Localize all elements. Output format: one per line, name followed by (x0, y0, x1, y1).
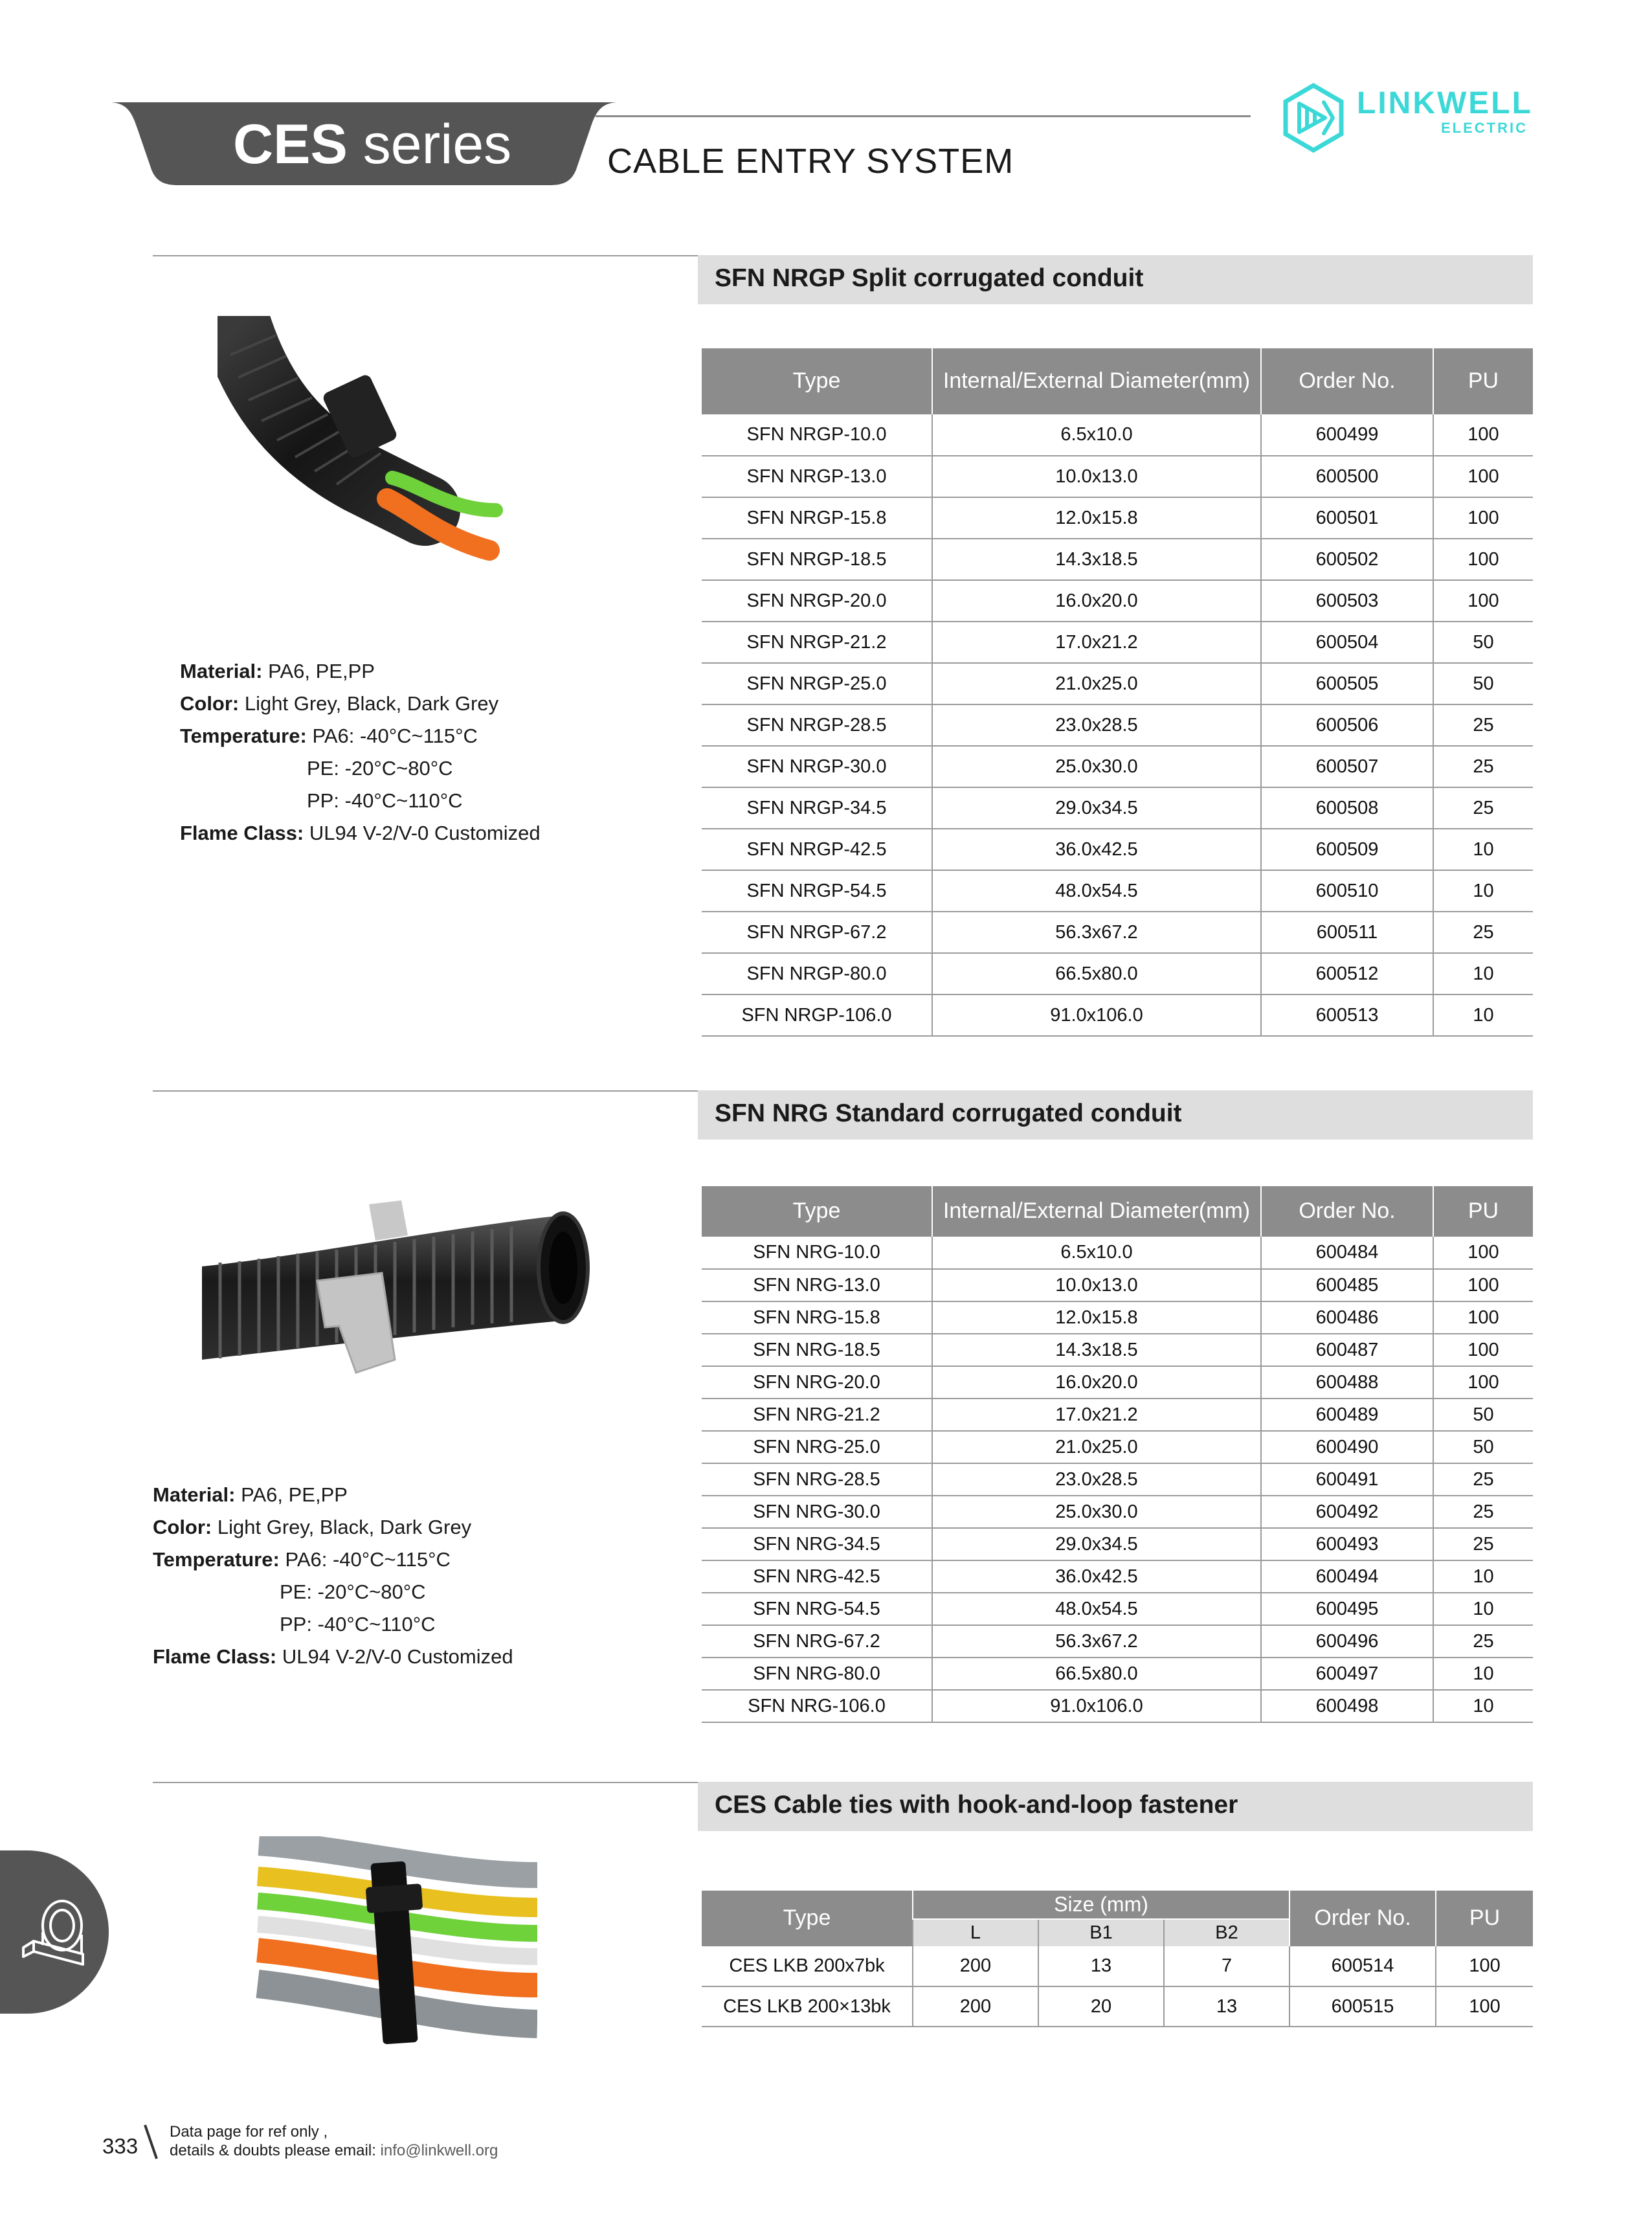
table-cell: 10.0x13.0 (932, 456, 1261, 497)
table-row (702, 414, 1533, 456)
table-row (702, 953, 1533, 995)
standard-conduit-table (702, 1186, 1533, 1723)
table-cell: 100 (1433, 539, 1533, 580)
standard-conduit-photo (194, 1190, 596, 1384)
table-row (702, 704, 1533, 746)
table-row (702, 1658, 1533, 1690)
table-cell: 600493 (1261, 1528, 1433, 1560)
table-cell: 100 (1433, 1334, 1533, 1366)
table-row (702, 497, 1533, 539)
table-row (702, 1399, 1533, 1431)
table-row (702, 663, 1533, 704)
brand-name: LINKWELL (1357, 86, 1533, 120)
col-order-no: Order No. (1261, 348, 1433, 414)
table-cell: 25 (1433, 1463, 1533, 1496)
section-rule (153, 1090, 698, 1092)
table-cell: 600513 (1261, 995, 1433, 1036)
table-cell: SFN NRGP-21.2 (702, 622, 932, 663)
table-cell: SFN NRGP-10.0 (702, 414, 932, 456)
table-cell: 50 (1433, 622, 1533, 663)
split-conduit-table (702, 348, 1533, 1037)
table-cell: 100 (1436, 1986, 1533, 2027)
table-row (702, 787, 1533, 829)
table-cell: 17.0x21.2 (932, 1399, 1261, 1431)
table-cell: 20 (1038, 1986, 1164, 2027)
section-title: SFN NRG Standard corrugated conduit (715, 1099, 1182, 1127)
section-title: SFN NRGP Split corrugated conduit (715, 264, 1144, 292)
table-cell: CES LKB 200x7bk (702, 1946, 913, 1986)
table-row (702, 1496, 1533, 1528)
table-cell: 16.0x20.0 (932, 1366, 1261, 1399)
table-row (702, 912, 1533, 953)
table-cell: 21.0x25.0 (932, 663, 1261, 704)
col-diameter: Internal/External Diameter(mm) (932, 1186, 1261, 1237)
table-row (702, 456, 1533, 497)
table-cell: SFN NRG-30.0 (702, 1496, 932, 1528)
table-cell: 25 (1433, 912, 1533, 953)
table-cell: 36.0x42.5 (932, 1560, 1261, 1593)
col-pu: PU (1436, 1891, 1533, 1946)
table-cell: 600508 (1261, 787, 1433, 829)
table-cell: 14.3x18.5 (932, 1334, 1261, 1366)
table-cell: 91.0x106.0 (932, 1690, 1261, 1722)
table-cell: SFN NRG-18.5 (702, 1334, 932, 1366)
table-cell: 25.0x30.0 (932, 746, 1261, 787)
table-cell: 91.0x106.0 (932, 995, 1261, 1036)
table-cell: SFN NRGP-20.0 (702, 580, 932, 622)
table-cell: 600511 (1261, 912, 1433, 953)
col-diameter: Internal/External Diameter(mm) (932, 348, 1261, 414)
table-cell: SFN NRG-28.5 (702, 1463, 932, 1496)
col-size-l: L (913, 1919, 1038, 1946)
table-row (702, 1237, 1533, 1269)
table-cell: 10 (1433, 1658, 1533, 1690)
table-cell: 600488 (1261, 1366, 1433, 1399)
material-specs: Material: PA6, PE,PP Color: Light Grey, Black, Dark Grey Temperature: PA6: -40°C~115°C PE: -20°C~80°C PP: -40°C~110°C Flame Class: UL94 V-2/V-0 Customized (153, 1483, 513, 1668)
table-cell: 10 (1433, 870, 1533, 912)
table-cell: SFN NRG-42.5 (702, 1560, 932, 1593)
col-type: Type (702, 1186, 932, 1237)
table-cell: 66.5x80.0 (932, 1658, 1261, 1690)
table-cell: 600491 (1261, 1463, 1433, 1496)
page-subtitle: CABLE ENTRY SYSTEM (607, 142, 1014, 181)
col-pu: PU (1433, 1186, 1533, 1237)
table-cell: 50 (1433, 663, 1533, 704)
col-size-b1: B1 (1038, 1919, 1164, 1946)
table-cell: 14.3x18.5 (932, 539, 1261, 580)
table-cell: 10 (1433, 953, 1533, 995)
table-cell: 200 (913, 1946, 1038, 1986)
table-cell: 100 (1433, 1301, 1533, 1334)
section-title: CES Cable ties with hook-and-loop fastener (715, 1791, 1238, 1819)
table-cell: 66.5x80.0 (932, 953, 1261, 995)
col-order-no: Order No. (1261, 1186, 1433, 1237)
table-cell: CES LKB 200×13bk (702, 1986, 913, 2027)
table-cell: SFN NRG-67.2 (702, 1625, 932, 1658)
col-size: Size (mm) (913, 1891, 1289, 1919)
table-cell: 600502 (1261, 539, 1433, 580)
table-cell: 23.0x28.5 (932, 1463, 1261, 1496)
table-cell: 100 (1433, 1237, 1533, 1269)
table-row (702, 1334, 1533, 1366)
table-cell: 48.0x54.5 (932, 1593, 1261, 1625)
table-cell: 29.0x34.5 (932, 787, 1261, 829)
section-title-bar (698, 1782, 1533, 1831)
table-cell: 7 (1164, 1946, 1289, 1986)
table-cell: SFN NRGP-18.5 (702, 539, 932, 580)
table-cell: 600484 (1261, 1237, 1433, 1269)
table-row (702, 870, 1533, 912)
material-specs: Material: PA6, PE,PP Color: Light Grey, Black, Dark Grey Temperature: PA6: -40°C~115°C PE: -20°C~80°C PP: -40°C~110°C Flame Class: UL94 V-2/V-0 Customized (180, 660, 541, 844)
header-rule (596, 115, 1251, 117)
table-cell: 600512 (1261, 953, 1433, 995)
table-cell: SFN NRG-21.2 (702, 1399, 932, 1431)
table-row (702, 1431, 1533, 1463)
table-cell: 100 (1436, 1946, 1533, 1986)
table-cell: 600503 (1261, 580, 1433, 622)
table-cell: 10 (1433, 1690, 1533, 1722)
table-cell: 600486 (1261, 1301, 1433, 1334)
table-cell: 600498 (1261, 1690, 1433, 1722)
table-row (702, 829, 1533, 870)
section-rule (153, 1782, 698, 1783)
section-title-bar (698, 255, 1533, 304)
table-row (702, 1625, 1533, 1658)
table-cell: 6.5x10.0 (932, 414, 1261, 456)
table-cell: 21.0x25.0 (932, 1431, 1261, 1463)
table-row (702, 1593, 1533, 1625)
table-row (702, 622, 1533, 663)
table-cell: SFN NRG-54.5 (702, 1593, 932, 1625)
table-cell: SFN NRG-20.0 (702, 1366, 932, 1399)
table-row (702, 539, 1533, 580)
table-cell: 25 (1433, 1528, 1533, 1560)
table-cell: 600490 (1261, 1431, 1433, 1463)
table-cell: SFN NRG-10.0 (702, 1237, 932, 1269)
table-cell: SFN NRGP-106.0 (702, 995, 932, 1036)
table-cell: 10 (1433, 1560, 1533, 1593)
table-cell: 600495 (1261, 1593, 1433, 1625)
table-cell: SFN NRG-80.0 (702, 1658, 932, 1690)
table-cell: 48.0x54.5 (932, 870, 1261, 912)
table-cell: 56.3x67.2 (932, 1625, 1261, 1658)
table-row (702, 1269, 1533, 1301)
col-order-no: Order No. (1289, 1891, 1436, 1946)
table-cell: 600505 (1261, 663, 1433, 704)
table-cell: 200 (913, 1986, 1038, 2027)
footer-email-link[interactable]: info@linkwell.org (380, 2142, 498, 2159)
table-cell: 13 (1164, 1986, 1289, 2027)
section-title-bar (698, 1090, 1533, 1140)
table-cell: 36.0x42.5 (932, 829, 1261, 870)
footer-note: Data page for ref only , details & doubts please email: info@linkwell.org (170, 2123, 498, 2159)
table-cell: 600504 (1261, 622, 1433, 663)
brand-logo-icon (1278, 83, 1348, 153)
table-row (702, 1560, 1533, 1593)
page-number: 333 (102, 2134, 139, 2158)
table-cell: 600485 (1261, 1269, 1433, 1301)
table-cell: 29.0x34.5 (932, 1528, 1261, 1560)
table-cell: SFN NRGP-67.2 (702, 912, 932, 953)
table-cell: 600507 (1261, 746, 1433, 787)
table-cell: 25 (1433, 787, 1533, 829)
table-cell: 100 (1433, 1269, 1533, 1301)
table-cell: 600487 (1261, 1334, 1433, 1366)
table-cell: 100 (1433, 414, 1533, 456)
col-size-b2: B2 (1164, 1919, 1289, 1946)
table-cell: 10 (1433, 995, 1533, 1036)
split-conduit-photo (218, 316, 574, 562)
table-cell: 600492 (1261, 1496, 1433, 1528)
table-cell: SFN NRGP-25.0 (702, 663, 932, 704)
table-cell: 23.0x28.5 (932, 704, 1261, 746)
table-cell: SFN NRG-13.0 (702, 1269, 932, 1301)
series-title: CES series (233, 113, 512, 175)
table-cell: 10 (1433, 829, 1533, 870)
table-cell: 25.0x30.0 (932, 1496, 1261, 1528)
table-cell: 100 (1433, 580, 1533, 622)
table-cell: 600501 (1261, 497, 1433, 539)
table-cell: 100 (1433, 1366, 1533, 1399)
section-rule (153, 255, 698, 256)
side-category-tab (0, 1850, 109, 2014)
col-pu: PU (1433, 348, 1533, 414)
table-cell: SFN NRGP-15.8 (702, 497, 932, 539)
table-cell: 600509 (1261, 829, 1433, 870)
table-cell: 600497 (1261, 1658, 1433, 1690)
brand-subname: ELECTRIC (1441, 120, 1528, 136)
table-cell: 600500 (1261, 456, 1433, 497)
table-cell: 16.0x20.0 (932, 580, 1261, 622)
table-cell: SFN NRG-106.0 (702, 1690, 932, 1722)
table-cell: 56.3x67.2 (932, 912, 1261, 953)
table-cell: SFN NRG-25.0 (702, 1431, 932, 1463)
table-row (702, 1690, 1533, 1722)
table-cell: SFN NRGP-42.5 (702, 829, 932, 870)
table-cell: 600510 (1261, 870, 1433, 912)
table-cell: 600506 (1261, 704, 1433, 746)
table-row (702, 1463, 1533, 1496)
table-cell: 600496 (1261, 1625, 1433, 1658)
table-cell: SFN NRGP-54.5 (702, 870, 932, 912)
table-cell: SFN NRG-15.8 (702, 1301, 932, 1334)
table-cell: 50 (1433, 1431, 1533, 1463)
table-cell: 10 (1433, 1593, 1533, 1625)
table-row (702, 995, 1533, 1036)
footer-divider (141, 2122, 161, 2161)
table-cell: 600499 (1261, 414, 1433, 456)
cable-tie-photo (252, 1836, 537, 2050)
table-cell: 600489 (1261, 1399, 1433, 1431)
table-cell: 100 (1433, 497, 1533, 539)
table-row (702, 746, 1533, 787)
table-cell: 12.0x15.8 (932, 497, 1261, 539)
cable-tie-table (702, 1891, 1533, 2027)
table-cell: 25 (1433, 1625, 1533, 1658)
table-cell: 17.0x21.2 (932, 622, 1261, 663)
col-type: Type (702, 1891, 913, 1946)
table-cell: 25 (1433, 704, 1533, 746)
col-type: Type (702, 348, 932, 414)
table-cell: 13 (1038, 1946, 1164, 1986)
table-row (702, 1946, 1533, 1986)
table-cell: 600515 (1289, 1986, 1436, 2027)
table-row (702, 1528, 1533, 1560)
table-cell: SFN NRGP-34.5 (702, 787, 932, 829)
table-cell: SFN NRG-34.5 (702, 1528, 932, 1560)
table-cell: 100 (1433, 456, 1533, 497)
table-row (702, 1986, 1533, 2027)
table-cell: 12.0x15.8 (932, 1301, 1261, 1334)
table-row (702, 1301, 1533, 1334)
table-cell: 6.5x10.0 (932, 1237, 1261, 1269)
table-cell: 600514 (1289, 1946, 1436, 1986)
table-cell: 50 (1433, 1399, 1533, 1431)
table-cell: 600494 (1261, 1560, 1433, 1593)
table-cell: SFN NRGP-28.5 (702, 704, 932, 746)
table-cell: 25 (1433, 1496, 1533, 1528)
table-cell: SFN NRGP-30.0 (702, 746, 932, 787)
table-cell: SFN NRGP-13.0 (702, 456, 932, 497)
table-cell: 25 (1433, 746, 1533, 787)
table-row (702, 580, 1533, 622)
table-cell: SFN NRGP-80.0 (702, 953, 932, 995)
table-row (702, 1366, 1533, 1399)
table-cell: 10.0x13.0 (932, 1269, 1261, 1301)
